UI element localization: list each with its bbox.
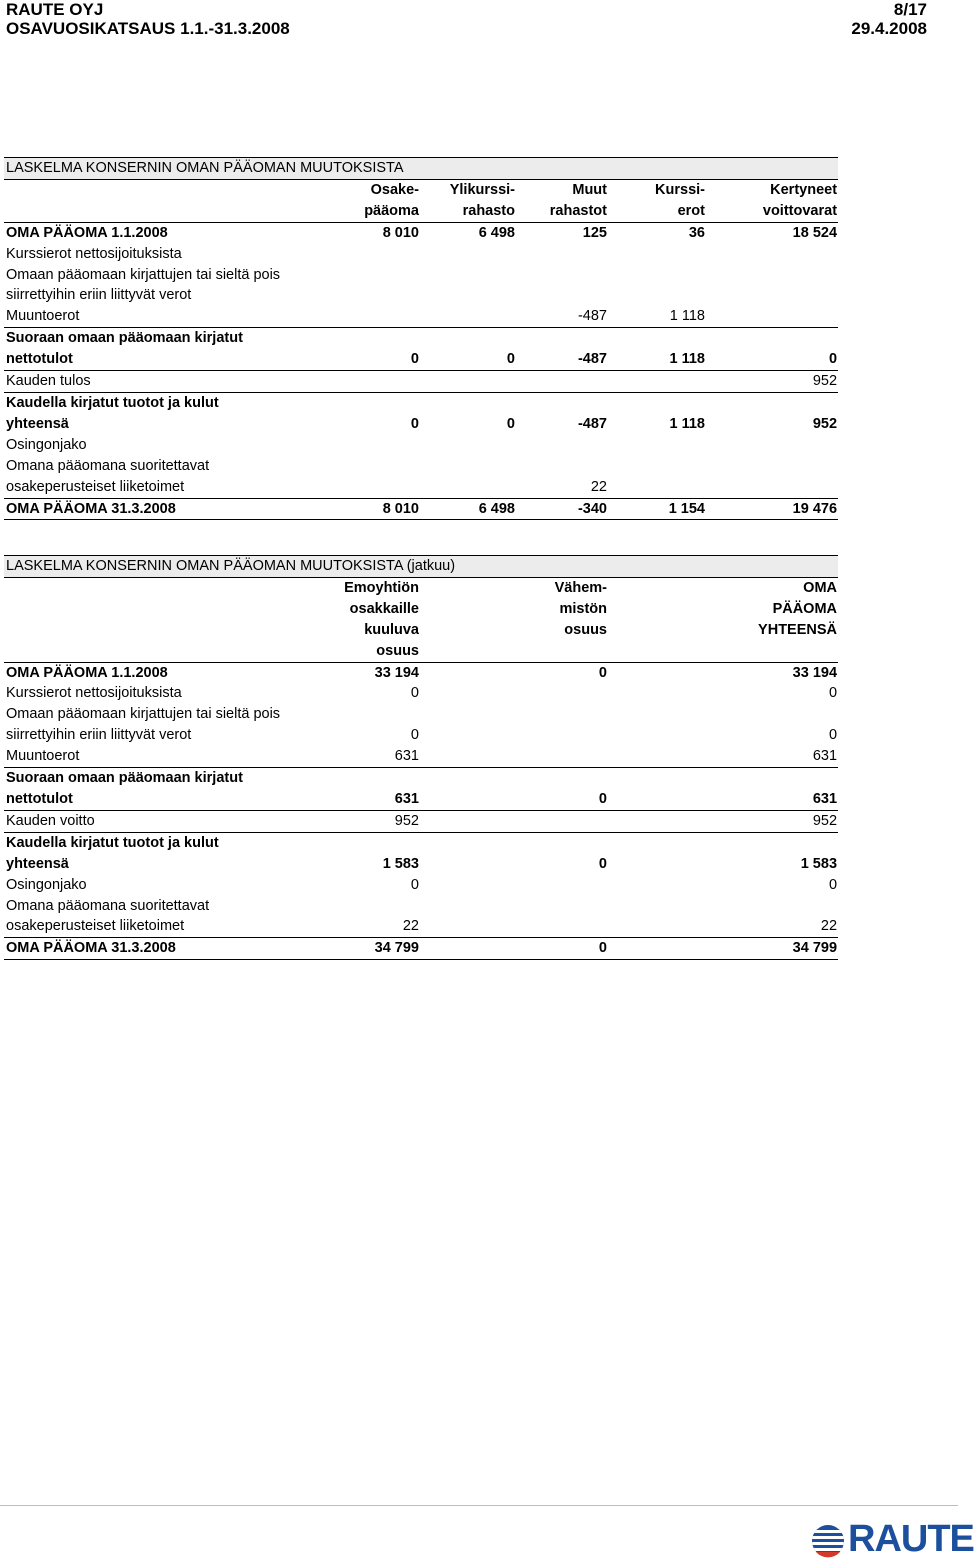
row-value: 1 583 xyxy=(800,855,838,872)
table-row xyxy=(4,832,838,853)
row-value: 19 476 xyxy=(706,498,838,520)
table-row xyxy=(4,498,838,520)
row-value xyxy=(608,328,706,349)
column-header-row xyxy=(4,179,838,200)
row-label: nettotulot xyxy=(4,789,324,810)
row-value xyxy=(420,768,608,789)
row-value xyxy=(324,435,420,456)
row-value: 0 xyxy=(506,415,515,432)
equity-changes-continued-table xyxy=(4,555,838,960)
table-row xyxy=(4,746,838,767)
row-value xyxy=(420,810,608,832)
row-label: Suoraan omaan pääomaan kirjatut xyxy=(6,330,243,347)
row-label: OMA PÄÄOMA 31.3.2008 xyxy=(4,498,324,520)
row-label: siirrettyihin eriin liittyvät verot xyxy=(6,727,192,744)
row-value: 0 xyxy=(410,876,419,893)
row-value xyxy=(706,328,838,349)
column-header: Vähem- xyxy=(554,579,607,596)
table-row xyxy=(4,662,838,683)
row-value xyxy=(420,683,608,704)
row-label: siirrettyihin eriin liittyvät verot xyxy=(6,287,192,304)
row-value: 22 xyxy=(608,916,838,937)
row-value xyxy=(516,328,608,349)
row-value xyxy=(608,285,706,306)
row-label: nettotulot xyxy=(4,349,324,370)
table-row xyxy=(4,477,838,498)
row-value: 0 xyxy=(420,938,608,960)
row-value: 0 xyxy=(410,415,419,432)
row-value xyxy=(420,285,516,306)
column-header: rahasto xyxy=(420,201,516,222)
header-spacer xyxy=(4,577,324,598)
row-value xyxy=(420,456,516,477)
row-value xyxy=(324,896,420,917)
row-label: osakeperusteiset liiketoimet xyxy=(4,916,324,937)
row-value: 22 xyxy=(324,916,420,937)
row-value xyxy=(324,306,420,327)
column-header: Ylikurssi- xyxy=(449,181,515,198)
row-value xyxy=(516,244,608,265)
row-value xyxy=(608,456,706,477)
row-value xyxy=(324,244,420,265)
row-label: Kaudella kirjatut tuotot ja kulut xyxy=(6,834,219,851)
table-row xyxy=(4,768,838,789)
row-value: -340 xyxy=(516,498,608,520)
table-row xyxy=(4,938,838,960)
column-header xyxy=(608,641,838,662)
row-value xyxy=(516,371,608,393)
table-row xyxy=(4,306,838,327)
row-value: 631 xyxy=(324,789,420,810)
row-value xyxy=(516,392,608,413)
row-label: yhteensä xyxy=(6,855,69,872)
row-value: 33 194 xyxy=(374,664,419,681)
row-label: Kurssierot nettosijoituksista xyxy=(6,245,182,262)
column-header-row xyxy=(4,599,838,620)
row-value xyxy=(608,832,838,853)
row-label: Kauden tulos xyxy=(4,371,324,393)
row-value: 631 xyxy=(608,789,838,810)
row-value xyxy=(706,244,838,265)
column-header xyxy=(420,641,608,662)
row-value: -487 xyxy=(516,306,608,327)
table-row xyxy=(4,285,838,306)
row-value: 36 xyxy=(688,224,705,241)
row-value xyxy=(420,392,516,413)
row-value: 1 583 xyxy=(382,855,419,872)
row-value xyxy=(324,392,420,413)
header-spacer xyxy=(4,201,324,222)
header-spacer xyxy=(4,620,324,641)
row-value xyxy=(420,306,516,327)
row-value xyxy=(420,725,608,746)
row-value: 33 194 xyxy=(792,664,838,681)
row-value xyxy=(516,265,608,286)
table-row xyxy=(4,456,838,477)
column-header: Emoyhtiön xyxy=(344,579,419,596)
row-value xyxy=(706,477,838,498)
table-row xyxy=(4,854,838,875)
raute-globe-icon xyxy=(810,1522,846,1560)
row-value xyxy=(608,896,838,917)
row-label: Osingonjako xyxy=(6,876,87,893)
row-value: 952 xyxy=(812,415,838,432)
row-value: 8 010 xyxy=(324,498,420,520)
row-value: 22 xyxy=(516,477,608,498)
table-row xyxy=(4,414,838,435)
row-label: Osingonjako xyxy=(6,436,87,453)
row-value: 0 xyxy=(828,685,838,702)
table-title-row xyxy=(4,158,838,180)
column-header: YHTEENSÄ xyxy=(758,621,838,638)
row-value xyxy=(324,371,420,393)
row-label: Kaudella kirjatut tuotot ja kulut xyxy=(6,394,219,411)
table-row xyxy=(4,875,838,896)
row-label: Omaan pääomaan kirjattujen tai sieltä pois xyxy=(6,266,281,283)
footer-divider xyxy=(0,1505,958,1506)
row-value xyxy=(324,265,420,286)
row-value: -487 xyxy=(577,415,607,432)
row-value: 0 xyxy=(420,789,608,810)
column-header: osakkaille xyxy=(349,600,419,617)
logo-text: RAUTE xyxy=(848,1518,974,1560)
column-header-row xyxy=(4,577,838,598)
column-header: PÄÄOMA xyxy=(772,600,838,617)
row-value xyxy=(420,371,516,393)
row-value xyxy=(608,244,706,265)
column-header-row xyxy=(4,620,838,641)
row-value: 0 xyxy=(410,685,419,702)
row-value xyxy=(608,704,838,725)
row-value xyxy=(420,832,608,853)
row-value xyxy=(324,456,420,477)
column-header: osuus xyxy=(564,621,607,638)
report-date: 29.4.2008 xyxy=(851,19,927,38)
row-value xyxy=(706,265,838,286)
row-value xyxy=(324,768,420,789)
row-value xyxy=(608,435,706,456)
table-title-row xyxy=(4,556,838,578)
row-value: 952 xyxy=(324,810,420,832)
row-value xyxy=(420,477,516,498)
column-header: Kertyneet xyxy=(770,181,838,198)
row-label: Omana pääomana suoritettavat xyxy=(6,457,210,474)
table-row xyxy=(4,265,838,286)
row-label: osakeperusteiset liiketoimet xyxy=(4,477,324,498)
column-header-row xyxy=(4,201,838,222)
row-value xyxy=(608,477,706,498)
row-value: 1 154 xyxy=(608,498,706,520)
table-row xyxy=(4,244,838,265)
row-value: 0 xyxy=(598,664,607,681)
report-title: OSAVUOSIKATSAUS 1.1.-31.3.2008 xyxy=(6,19,290,38)
row-value xyxy=(706,392,838,413)
table-row xyxy=(4,371,838,393)
table-row xyxy=(4,810,838,832)
row-value: 0 xyxy=(828,876,838,893)
row-value xyxy=(608,371,706,393)
column-header: osuus xyxy=(324,641,420,662)
header-spacer xyxy=(4,179,324,200)
row-value xyxy=(706,285,838,306)
row-value: 8 010 xyxy=(382,224,419,241)
column-header-row xyxy=(4,641,838,662)
row-label: Kauden voitto xyxy=(4,810,324,832)
row-value xyxy=(516,435,608,456)
table-title: LASKELMA KONSERNIN OMAN PÄÄOMAN MUUTOKSISTA (jatkuu) xyxy=(4,556,838,578)
row-value xyxy=(516,456,608,477)
company-name: RAUTE OYJ xyxy=(6,0,104,19)
column-header: OMA xyxy=(803,579,838,596)
row-value xyxy=(420,435,516,456)
row-value: 0 xyxy=(828,727,838,744)
column-header: rahastot xyxy=(516,201,608,222)
column-header: Kurssi- xyxy=(655,181,705,198)
row-value: 0 xyxy=(598,855,607,872)
row-value xyxy=(420,896,608,917)
row-value: 6 498 xyxy=(420,498,516,520)
row-value: 0 xyxy=(420,349,516,370)
table-row xyxy=(4,789,838,810)
column-header: voittovarat xyxy=(706,201,838,222)
row-value: 34 799 xyxy=(608,938,838,960)
row-value: 1 118 xyxy=(608,306,706,327)
row-value xyxy=(516,285,608,306)
row-value xyxy=(608,392,706,413)
row-label: Muuntoerot xyxy=(4,746,324,767)
row-value xyxy=(420,916,608,937)
table-row xyxy=(4,392,838,413)
column-header: Osake- xyxy=(370,181,419,198)
row-label: OMA PÄÄOMA 1.1.2008 xyxy=(6,664,168,681)
row-value xyxy=(324,704,420,725)
row-value xyxy=(420,746,608,767)
row-value: 34 799 xyxy=(324,938,420,960)
row-value xyxy=(420,265,516,286)
row-value: 0 xyxy=(706,349,838,370)
table-row xyxy=(4,725,838,746)
row-value: 952 xyxy=(706,371,838,393)
row-value xyxy=(420,704,608,725)
row-label: yhteensä xyxy=(6,415,69,432)
row-value xyxy=(706,435,838,456)
column-header: erot xyxy=(608,201,706,222)
row-label: Suoraan omaan pääomaan kirjatut xyxy=(6,770,243,787)
row-value xyxy=(420,875,608,896)
page-number: 8/17 xyxy=(893,0,927,19)
row-value: 125 xyxy=(582,224,607,241)
column-header: pääoma xyxy=(324,201,420,222)
row-value xyxy=(324,328,420,349)
header-spacer xyxy=(4,641,324,662)
row-value xyxy=(324,285,420,306)
table-row xyxy=(4,328,838,349)
table-row xyxy=(4,896,838,917)
table-row xyxy=(4,349,838,370)
row-value: 1 118 xyxy=(669,415,705,432)
raute-logo xyxy=(810,1518,974,1560)
row-value: 952 xyxy=(608,810,838,832)
equity-changes-table xyxy=(4,157,838,520)
table-row xyxy=(4,435,838,456)
row-value xyxy=(420,328,516,349)
table-title: LASKELMA KONSERNIN OMAN PÄÄOMAN MUUTOKSISTA xyxy=(4,158,838,180)
row-value xyxy=(706,456,838,477)
column-header: mistön xyxy=(559,600,607,617)
row-value xyxy=(608,265,706,286)
column-header: kuuluva xyxy=(364,621,419,638)
table-row xyxy=(4,222,838,243)
header-spacer xyxy=(4,599,324,620)
row-value: -487 xyxy=(516,349,608,370)
column-header: Muut xyxy=(572,181,607,198)
row-value: 0 xyxy=(410,727,419,744)
table-row xyxy=(4,916,838,937)
row-label: Kurssierot nettosijoituksista xyxy=(6,685,182,702)
row-value xyxy=(420,244,516,265)
row-label: OMA PÄÄOMA 31.3.2008 xyxy=(4,938,324,960)
table-row xyxy=(4,683,838,704)
row-value: 631 xyxy=(324,746,420,767)
row-value xyxy=(608,768,838,789)
table-row xyxy=(4,704,838,725)
row-label: Omaan pääomaan kirjattujen tai sieltä pois xyxy=(6,706,281,723)
row-label: OMA PÄÄOMA 1.1.2008 xyxy=(6,224,168,241)
row-label: Omana pääomana suoritettavat xyxy=(6,897,210,914)
row-value: 0 xyxy=(324,349,420,370)
row-value xyxy=(324,832,420,853)
row-value: 18 524 xyxy=(792,224,838,241)
row-value: 6 498 xyxy=(478,224,515,241)
row-value xyxy=(706,306,838,327)
row-value: 631 xyxy=(608,746,838,767)
row-value xyxy=(324,477,420,498)
row-value: 1 118 xyxy=(608,349,706,370)
row-label: Muuntoerot xyxy=(4,306,324,327)
